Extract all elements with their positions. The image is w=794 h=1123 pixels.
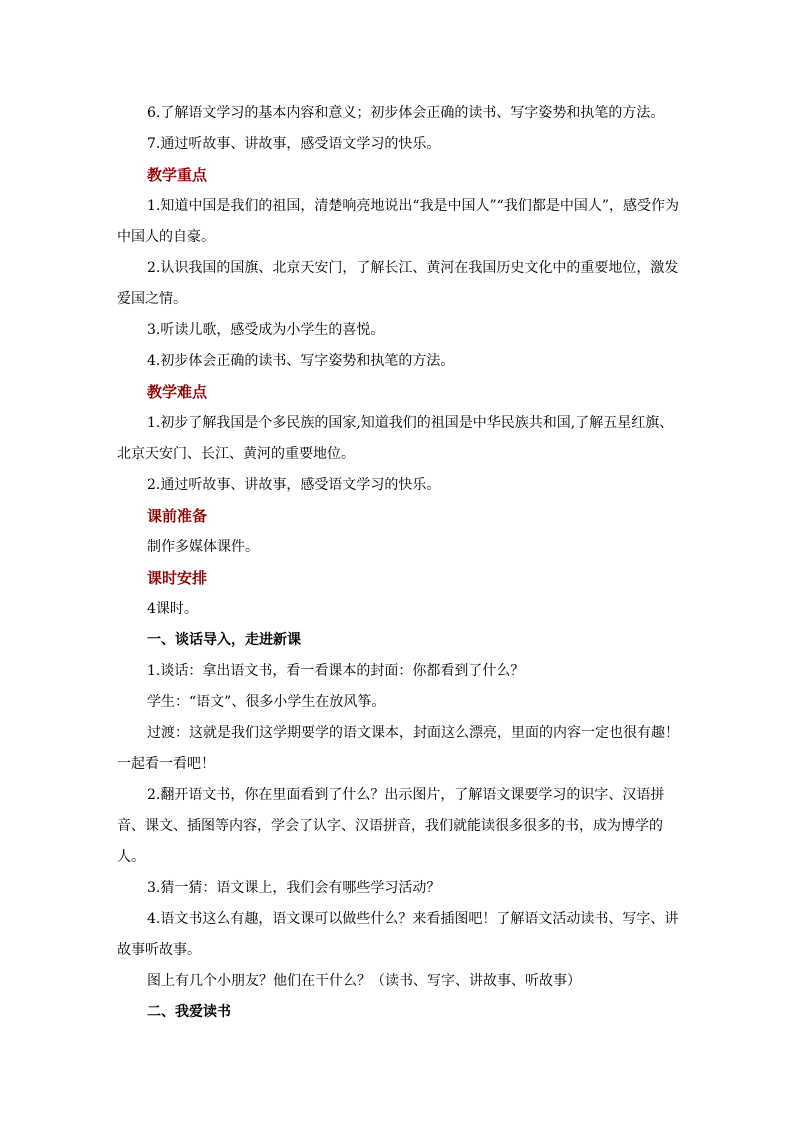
preparation-text: 制作多媒体课件。	[147, 539, 259, 555]
difficulty-2: 2.通过听故事、讲故事，感受语文学习的快乐。	[147, 477, 441, 493]
schedule-text: 4课时。	[147, 601, 198, 617]
document-page	[117, 98, 682, 1028]
key-point-2: 2.认识我国的国旗、北京天安门，了解长江、黄河在我国历史文化中的重要地位，激发爱国之情。	[117, 260, 679, 307]
key-point-4: 4.初步体会正确的读书、写字姿势和执笔的方法。	[147, 353, 455, 369]
objective-6: 6.了解语文学习的基本内容和意义；初步体会正确的读书、写字姿势和执笔的方法。	[147, 105, 665, 121]
preparation-heading: 课前准备	[147, 507, 208, 525]
schedule-heading: 课时安排	[147, 569, 208, 587]
difficulty-1: 1.初步了解我国是个多民族的国家,知道我们的祖国是中华民族共和国,了解五星红旗、北京天安门、长江、黄河的重要地位。	[117, 415, 674, 462]
key-point-3: 3.听读儿歌，感受成为小学生的喜悦。	[147, 322, 385, 338]
section-1-para-1: 1.谈话：拿出语文书，看一看课本的封面：你都看到了什么？	[147, 663, 525, 679]
section-1-para-3: 过渡：这就是我们这学期要学的语文课本，封面这么漂亮，里面的内容一定也很有趣！一起看一看吧！	[117, 725, 679, 772]
section-1-para-7: 图上有几个小朋友？他们在干什么？（读书、写字、讲故事、听故事）	[147, 973, 581, 989]
section-1-para-5: 3.猜一猜：语文课上，我们会有哪些学习活动？	[147, 880, 441, 896]
section-1-heading: 一、谈话导入，走进新课	[147, 632, 301, 648]
section-1-para-6: 4.语文书这么有趣，语文课可以做些什么？来看插图吧！了解语文活动读书、写字、讲故事听故事。	[117, 911, 679, 958]
key-points-heading: 教学重点	[147, 166, 208, 184]
section-1-para-2: 学生：“语文”、很多小学生在放风筝。	[147, 694, 386, 710]
difficulties-heading: 教学难点	[147, 383, 208, 401]
section-1-para-4: 2.翻开语文书，你在里面看到了什么？出示图片，了解语文课要学习的识字、汉语拼音、课文、插图等内容，学会了认字、汉语拼音，我们就能读很多很多的书，成为博学的人。	[117, 787, 665, 865]
section-2-heading: 二、我爱读书	[147, 1004, 231, 1020]
objective-7: 7.通过听故事、讲故事，感受语文学习的快乐。	[147, 136, 441, 152]
key-point-1: 1.知道中国是我们的祖国，清楚响亮地说出“我是中国人”“我们都是中国人”，感受作为中国人的自豪。	[117, 198, 679, 245]
